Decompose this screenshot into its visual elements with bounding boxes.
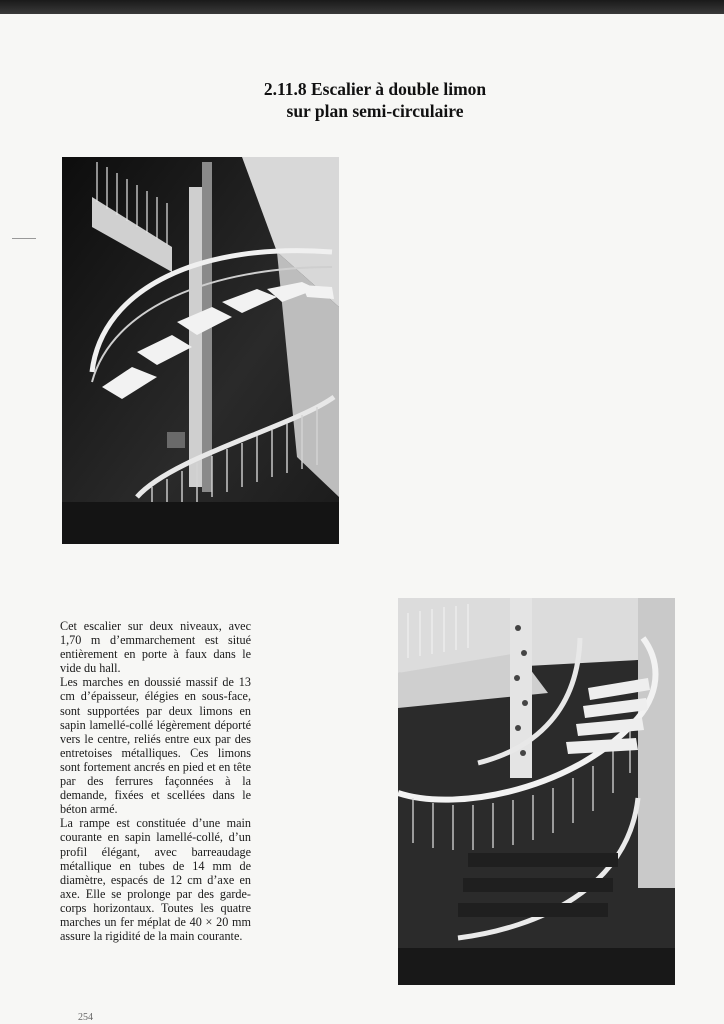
section-heading — [150, 78, 600, 122]
staircase-photo-upper — [62, 157, 339, 544]
staircase-photo-lower-image — [398, 598, 675, 985]
page-number: 254 — [78, 1012, 93, 1023]
margin-mark — [12, 238, 36, 239]
paragraph-1: Cet escalier sur deux niveaux, avec 1,70 m d’emmarchement est situé entièrement en porte à faux dans le vide du hall. — [60, 619, 251, 676]
staircase-photo-upper-image — [62, 157, 339, 544]
paragraph-2: Les marches en doussié massif de 13 cm d’épaisseur, élégies en sous-face, sont supportées par deux limons en sapin lamellé-collé légèrement déporté vers le centre, reliés entre eux par des entretoises métalliques. Ces limons sont fortement ancrés en pied et en tête par des ferrures façonnées à la demande, fixées et scellées dans le béton armé. — [60, 675, 251, 817]
staircase-photo-lower — [398, 598, 675, 985]
section-heading-line1: 2.11.8 Escalier à double limon — [263, 79, 487, 99]
section-heading-line2: sur plan semi-circulaire — [286, 101, 464, 121]
paragraph-3: La rampe est constituée d’une main courante en sapin lamellé-collé, d’un profil élégant, avec barreaudage métallique en tubes de 14 mm de diamètre, espacés de 12 cm d’axe en axe. Elle se prolonge par des garde-corps horizontaux. Toutes les quatre marches un fer méplat de 40 × 20 mm assure la rigidité de la main courante. — [60, 816, 251, 944]
body-text — [60, 619, 251, 943]
scan-top-edge — [0, 0, 724, 14]
